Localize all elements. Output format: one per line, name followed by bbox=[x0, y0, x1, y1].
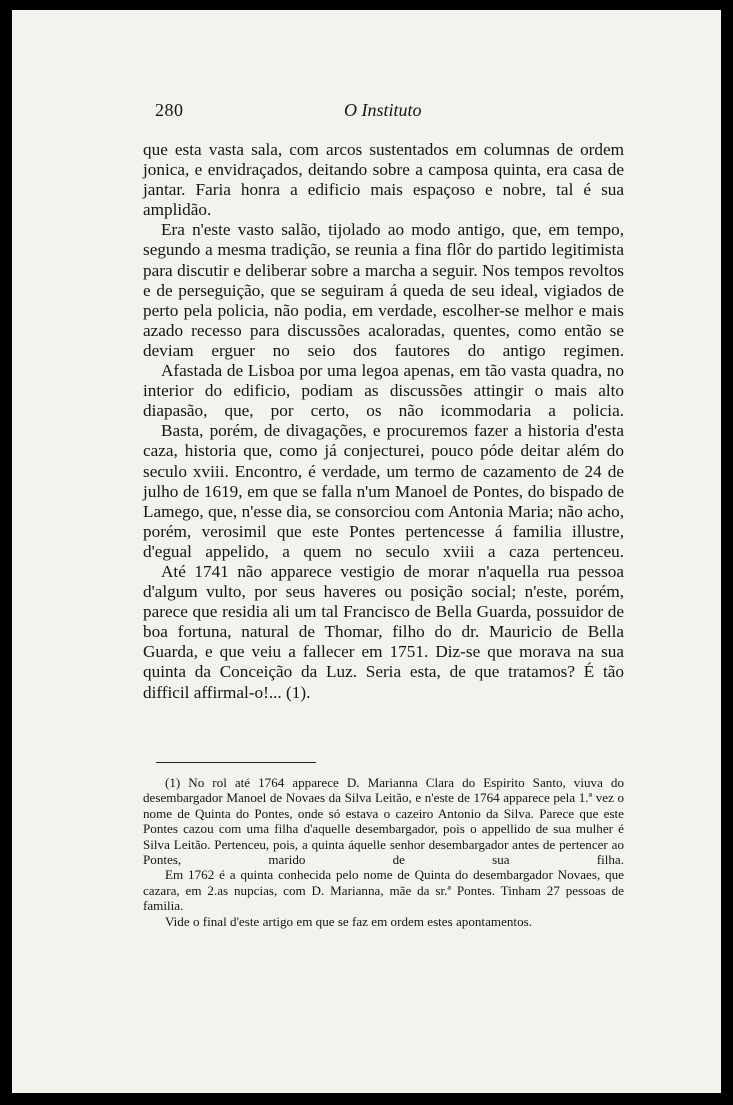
footnote-1-final: Vide o final d'este artigo em que se faz em ordem estes apontamentos. bbox=[165, 913, 532, 929]
body-text bbox=[143, 140, 624, 703]
footnote-1: (1) No rol até 1764 apparece D. Marianna Clara do Espirito Santo, viuva do desembargador Manoel de Novaes da Silva Leitão, e n'este de 1764 apparece pela 1.ª vez o nome de Quinta do Pontes, onde só estava o cazeiro Antonio da Silva. Parece que este Pontes cazou com uma filha d'aquelle desembargador, pois o appellido de sua mulher é Silva Leitão. Pertenceu, pois, a quinta áquelle senhor desembargador antes de pertencer ao Pontes, marido de sua filha. bbox=[143, 775, 624, 868]
paragraph-3: Afastada de Lisboa por uma legoa apenas, em tão vasta quadra, no interior do edificio, podiam as discussões attingir o mais alto diapasão, que, por certo, os não icommodaria a policia. bbox=[143, 361, 624, 421]
paragraph-5: Até 1741 não apparece vestigio de morar n'aquella rua pessoa d'algum vulto, por seus haveres ou posição social; n'este, porém, parece que residia ali um tal Francisco de Bella Guarda, possuidor de boa fortuna, natural de Thomar, filho do dr. Mauricio de Bella Guarda, e que veiu a fallecer em 1751. Diz-se que morava na sua quinta da Conceição da Luz. Seria esta, de que tratamos? É tão difficil affirmal-o!... (1). bbox=[143, 561, 624, 702]
paragraph-1: que esta vasta sala, com arcos sustentados em columnas de ordem jonica, e envidraçados, deitando sobre a camposa quinta, era casa de jantar. Faria honra a edificio mais espaçoso e nobre, tal é sua amplidão. bbox=[143, 140, 624, 220]
footnote-1-continued: Em 1762 é a quinta conhecida pelo nome de Quinta do desembargador Novaes, que cazara, em 2.as nupcias, com D. Marianna, mãe da sr.ª Pontes. Tinham 27 pessoas de familia. bbox=[143, 867, 624, 914]
book-page bbox=[12, 10, 721, 1093]
page-header bbox=[155, 100, 595, 124]
footnote-rule bbox=[156, 762, 316, 763]
paragraph-2: Era n'este vasto salão, tijolado ao modo antigo, que, em tempo, segundo a mesma tradição, se reunia a fina flôr do partido legitimista para discutir e deliberar sobre a marcha a seguir. Nos tempos revoltos e de perseguição, que se seguiram á queda de seu ideal, vigiados de perto pela policia, não podia, em verdade, escolher-se melhor e mais azado recesso para discussões acaloradas, quentes, como então se deviam erguer no seio dos fautores do antigo regimen. bbox=[143, 220, 624, 360]
footnotes bbox=[143, 775, 624, 929]
paragraph-4: Basta, porém, de divagações, e procuremos fazer a historia d'esta caza, historia que, como já conjecturei, pouco póde deitar além do seculo xviii. Encontro, é verdade, um termo de cazamento de 24 de julho de 1619, em que se falla n'um Manoel de Pontes, do bispado de Lamego, que, n'esse dia, se consorciou com Antonia Maria; não acho, porém, verosimil que este Pontes pertencesse á familia illustre, d'egual appelido, a quem no seculo xviii a caza pertenceu. bbox=[143, 421, 624, 561]
page-number: 280 bbox=[155, 100, 184, 120]
running-title: O Instituto bbox=[344, 100, 422, 120]
